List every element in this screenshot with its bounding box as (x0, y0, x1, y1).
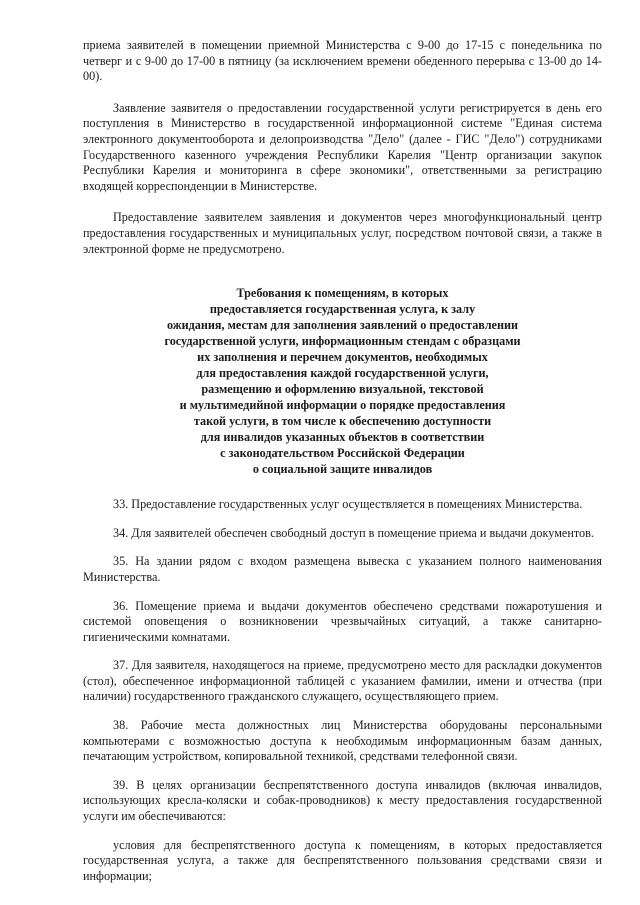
heading-line: ожидания, местам для заполнения заявлений о предоставлении (166, 318, 519, 333)
heading-line: для предоставления каждой государственной услуги, (196, 366, 489, 381)
paragraph-37: 37. Для заявителя, находящегося на приеме, предусмотрено место для раскладки документов (стол), обеспеченное информационной таблицей с указанием фамилии, имени и отчества (при наличии) государственного гражданского служащего, осуществляющего прием. (83, 658, 602, 704)
paragraph-registration: Заявление заявителя о предоставлении государственной услуги регистрируется в день его поступления в Министерство в государственной информационной системе "Единая система электронного документооборота и делопроизводства "Дело" (далее - ГИС "Дело") сотрудниками Государственного казенного учреждения Республики Карелия "Центр организации закупок Республики Карелия и мониторинга в сфере экономики", ответственными за регистрацию входящей корреспонденции в Министерстве. (83, 100, 602, 193)
heading-line: предоставляется государственная услуга, к залу (209, 302, 476, 317)
heading-line: государственной услуги, информационным стендам с образцами (164, 334, 521, 349)
paragraph-38: 38. Рабочие места должностных лиц Министерства оборудованы персональными компьютерами с возможностью доступа к необходимым информационным базам данных, печатающим устройством, копировальной техникой, средствами телефонной связи. (83, 718, 602, 764)
paragraph-33: 33. Предоставление государственных услуг осуществляется в помещениях Министерства. (113, 497, 583, 512)
heading-line: такой услуги, в том числе к обеспечению доступности (193, 414, 492, 429)
heading-line: размещению и оформлению визуальной, текстовой (201, 382, 484, 397)
heading-line: с законодательством Российской Федерации (220, 446, 465, 461)
heading-line: для инвалидов указанных объектов в соответствии (200, 430, 485, 445)
paragraph-office-hours: приема заявителей в помещении приемной Министерства с 9-00 до 17-15 с понедельника по четверг и с 9-00 до 17-00 в пятницу (за исключением времени обеденного перерыва с 13-00 до 14-00). (83, 38, 602, 84)
paragraph-34: 34. Для заявителей обеспечен свободный доступ в помещение приема и выдачи документов. (113, 525, 594, 540)
heading-line: о социальной защите инвалидов (252, 462, 433, 477)
heading-line: их заполнения и перечнем документов, необходимых (197, 350, 488, 365)
heading-line: Требования к помещениям, в которых (236, 286, 449, 301)
paragraph-36: 36. Помещение приема и выдачи документов обеспечено средствами пожаротушения и системой оповещения о возникновении чрезвычайных ситуаций, а также санитарно-гигиеническими комнатами. (83, 598, 602, 644)
section-heading (103, 285, 582, 477)
paragraph-39: 39. В целях организации беспрепятственного доступа инвалидов (включая инвалидов, использующих кресла-коляски и собак-проводников) к месту предоставления государственной услуги им обеспечиваются: (83, 777, 602, 824)
paragraph-35: 35. На здании рядом с входом размещена вывеска с указанием полного наименования Министерства. (83, 554, 602, 584)
paragraph-accessibility-conditions: условия для беспрепятственного доступа к помещениям, в которых предоставляется государственная услуга, а также для беспрепятственного пользования средствами связи и информации; (83, 837, 602, 883)
paragraph-submission-methods: Предоставление заявителем заявления и документов через многофункциональный центр предоставления государственных и муниципальных услуг, посредством почтовой связи, а также в электронной форме не предусмотрено. (83, 210, 602, 256)
heading-line: и мультимедийной информации о порядке предоставления (179, 398, 506, 413)
